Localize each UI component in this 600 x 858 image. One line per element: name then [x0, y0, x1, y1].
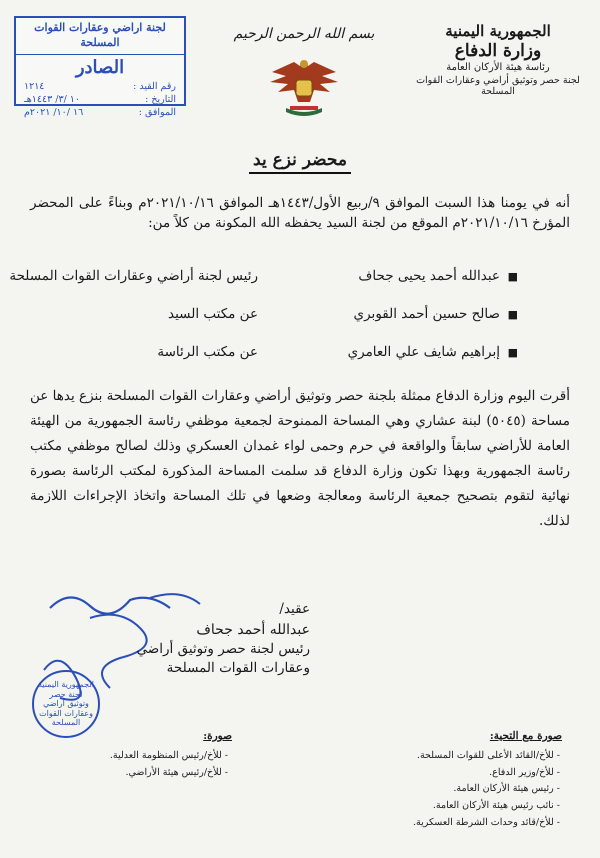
stamp-outgoing-label: الصادر — [75, 56, 125, 78]
signature-name: عبدالله أحمد جحاف — [196, 621, 310, 638]
letterhead-committee: لجنة حصر وتوثيق أراضي وعقارات القوات المسلحة — [416, 74, 580, 98]
stamp-row-value: ١٠ /٣/ ١٤٤٣هـ — [24, 93, 81, 105]
official-seal: الجمهورية اليمنية لجنة حصر وتوثيق أراضي وعقارات القوات المسلحة — [32, 670, 100, 738]
signature-rank: عقيد/ — [279, 601, 310, 617]
copy-recipient: - رئيس هيئة الأركان العامة. — [380, 781, 560, 798]
copies-list-secondary — [68, 748, 228, 781]
committee-members — [0, 268, 600, 382]
copy-recipient: - نائب رئيس هيئة الأركان العامة. — [380, 798, 560, 815]
member-name: عبدالله أحمد يحيى جحاف — [358, 268, 500, 284]
copies-heading-secondary: صورة: — [203, 730, 232, 742]
stamp-title: لجنة اراضي وعقارات القوات المسلحة — [16, 18, 184, 55]
stamp-row-label: رقم القيد : — [133, 80, 176, 92]
stamp-row — [16, 81, 184, 94]
copy-recipient: - للأخ/قائد وحدات الشرطة العسكرية. — [380, 815, 560, 832]
bullet-icon: ■ — [507, 270, 518, 283]
member-role: عن مكتب الرئاسة — [157, 344, 258, 360]
member-name: صالح حسين أحمد القوبري — [353, 306, 500, 322]
body-paragraph: أقرت اليوم وزارة الدفاع ممثلة بلجنة حصر وتوثيق أراضي وعقارات القوات المسلحة بنزع يدها عن مساحة (٥٠٤٥) لبنة عشاري وهي المساحة الممنوحة لجمعية موظفي رئاسة الجمهورية من الهيئة العامة للأراضي سابقاً والواقعة في حرم وحمى لواء غمدان العسكري وذلك لصالح موظفي مكتب رئاسة الجمهورية وبهذا تكون وزارة الدفاع قد سلمت المساحة المذكورة لمكتب الرئاسة بصورة نهائية لتقوم بتصحيح جمعية الرئاسة ومعالجة وضعها في تلك المساحة واتخاذ الإجراءات اللازمة لذلك. — [30, 388, 571, 529]
member-row — [0, 344, 600, 382]
stamp-row-value: ١٦ /١٠/ ٢٠٢١م — [24, 106, 84, 118]
outgoing-stamp — [14, 16, 186, 118]
member-role: عن مكتب السيد — [168, 306, 258, 322]
eagle-emblem-icon — [264, 52, 344, 122]
copy-recipient: - للأخ/رئيس المنظومة العدلية. — [68, 748, 228, 765]
member-name: إبراهيم شايف علي العامري — [347, 344, 500, 360]
bullet-icon: ■ — [507, 308, 518, 321]
letterhead-ministry: وزارة الدفاع — [454, 40, 542, 61]
member-role: رئيس لجنة أراضي وعقارات القوات المسلحة — [9, 268, 258, 284]
signature-block — [90, 600, 310, 679]
stamp-row-label: الموافق : — [138, 106, 176, 118]
stamp-row-value: ١٢١٤ — [24, 80, 45, 92]
letterhead-country: الجمهورية اليمنية — [445, 22, 551, 40]
intro-paragraph: أنه في يومنا هذا السبت الموافق ٩/ربيع الأول/١٤٤٣هـ الموافق ٢٠٢١/١٠/١٦م وبناءً على المحضر المؤرخ ٢٠٢١/١٠/١٦م الموقع من لجنة السيد يحفظه الله المكونة من كلاً من: — [30, 195, 570, 232]
stamp-row-label: التاريخ : — [145, 93, 176, 105]
letterhead — [414, 22, 582, 98]
member-row — [0, 306, 600, 344]
bullet-icon: ■ — [507, 346, 518, 359]
copy-recipient: - للأخ/القائد الأعلى للقوات المسلحة. — [380, 748, 560, 765]
copy-recipient: - للأخ/وزير الدفاع. — [380, 765, 560, 782]
copy-recipient: - للأخ/رئيس هيئة الأراضي. — [68, 765, 228, 782]
letterhead-staff: رئاسة هيئة الأركان العامة — [446, 62, 550, 73]
basmala: بسم الله الرحمن الرحيم — [233, 26, 375, 42]
signature-title: رئيس لجنة حصر وتوثيق أراضي — [136, 640, 310, 657]
stamp-row — [16, 107, 184, 120]
member-row — [0, 268, 600, 306]
document-title: محضر نزع يد — [0, 150, 600, 170]
copies-heading: صورة مع التحية: — [489, 730, 562, 742]
stamp-row — [16, 94, 184, 107]
copies-list — [380, 748, 560, 831]
signature-title-2: وعقارات القوات المسلحة — [166, 660, 310, 677]
